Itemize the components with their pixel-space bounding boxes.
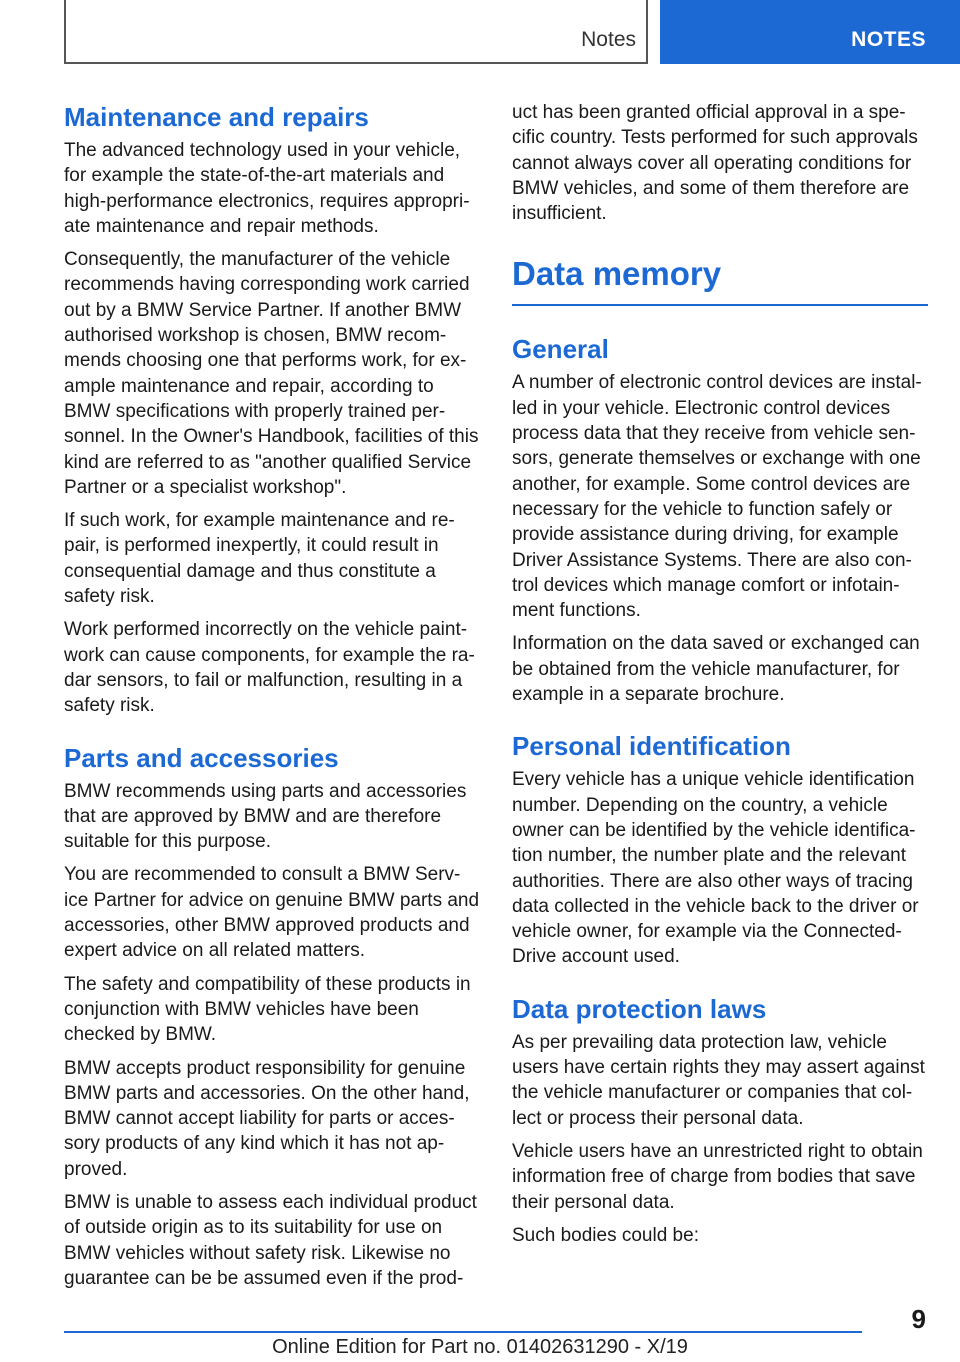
paragraph: The safety and compatibility of these products in conjunction with BMW vehicles have been checked by BMW. (64, 973, 471, 1046)
header-chapter-label: NOTES (851, 28, 926, 51)
header-section-title: Notes (581, 28, 636, 51)
page-number: 9 (911, 1304, 926, 1334)
paragraph: A number of electronic control devices are instal-led in your vehicle. Electronic control devices process data that they receive from vehicle sen-sors, generate themselves or exchange with one another, for example. Some control devices are necessary for the vehicle to function safely or provide assistance during driving, for example Driver Assistance Systems. There are also con-trol devices which manage comfort or infotain-ment functions. (512, 372, 922, 622)
right-column (512, 100, 928, 1256)
paragraph: As per prevailing data protection law, vehicle users have certain rights they may assert against the vehicle manufacturer or companies that col-lect or process their personal data. (512, 1031, 925, 1129)
paragraph: Vehicle users have an unrestricted right to obtain information free of charge from bodies that save their personal data. (512, 1140, 923, 1213)
paragraph: BMW accepts product responsibility for genuine BMW parts and accessories. On the other hand, BMW cannot accept liability for parts or acces-sory products of any kind which it has not ap-proved. (64, 1057, 470, 1180)
paragraph: If such work, for example maintenance and re-pair, is performed inexpertly, it could result in consequential damage and thus constitute a safety risk. (64, 510, 455, 608)
paragraph: Work performed incorrectly on the vehicle paint-work can cause components, for example the ra-dar sensors, to fail or malfunction, resulting in a safety risk. (64, 619, 475, 717)
heading-maintenance-and-repairs: Maintenance and repairs (64, 102, 369, 132)
paragraph: Consequently, the manufacturer of the vehicle recommends having corresponding work carried out by a BMW Service Partner. If another BMW authorised workshop is chosen, BMW recom-mends choosing one that performs work, for ex-ample maintenance and repair, according to BMW specifications with properly trained per-sonnel. In the Owner's Handbook, facilities of this kind are referred to as "another qualified Service Partner or a specialist workshop". (64, 249, 479, 498)
footer-edition-text: Online Edition for Part no. 01402631290 - X/19 (272, 1336, 688, 1358)
heading-data-protection-laws: Data protection laws (512, 993, 767, 1024)
paragraph: The advanced technology used in your vehicle, for example the state-of-the-art materials and high-performance electronics, requires appropri-ate maintenance and repair methods. (64, 140, 470, 237)
heading-general: General (512, 334, 609, 365)
header-chapter-tab[interactable] (660, 0, 960, 64)
heading-parts-and-accessories: Parts and accessories (64, 742, 339, 773)
header-frame (64, 0, 648, 64)
footer-divider (64, 1331, 862, 1333)
left-column (64, 100, 480, 1299)
paragraph: uct has been granted official approval in a spe-cific country. Tests performed for such approvals cannot always cover all operating conditions for BMW vehicles, and some of them therefore are insufficient. (512, 102, 918, 225)
heading-personal-identification: Personal identification (512, 731, 791, 762)
paragraph: BMW recommends using parts and accessories that are approved by BMW and are therefore suitable for this purpose. (64, 780, 467, 853)
paragraph: You are recommended to consult a BMW Serv-ice Partner for advice on genuine BMW parts and accessories, other BMW approved products and expert advice on all related matters. (64, 864, 480, 962)
chapter-heading-block (512, 252, 928, 306)
paragraph: Information on the data saved or exchanged can be obtained from the vehicle manufacturer, for example in a separate brochure. (512, 633, 920, 706)
paragraph: Such bodies could be: (512, 1224, 699, 1246)
paragraph: Every vehicle has a unique vehicle identification number. Depending on the country, a vehicle owner can be identified by the vehicle identifica-tion number, the number plate and the relevant authorities. There are also other ways of tracing data collected in the vehicle back to the driver or vehicle owner, for example via the Connected-Drive account used. (512, 769, 919, 968)
paragraph: BMW is unable to assess each individual product of outside origin as to its suitability for use on BMW vehicles without safety risk. Likewise no guarantee can be be assumed even if the prod- (64, 1191, 477, 1289)
heading-data-memory: Data memory (512, 255, 722, 293)
